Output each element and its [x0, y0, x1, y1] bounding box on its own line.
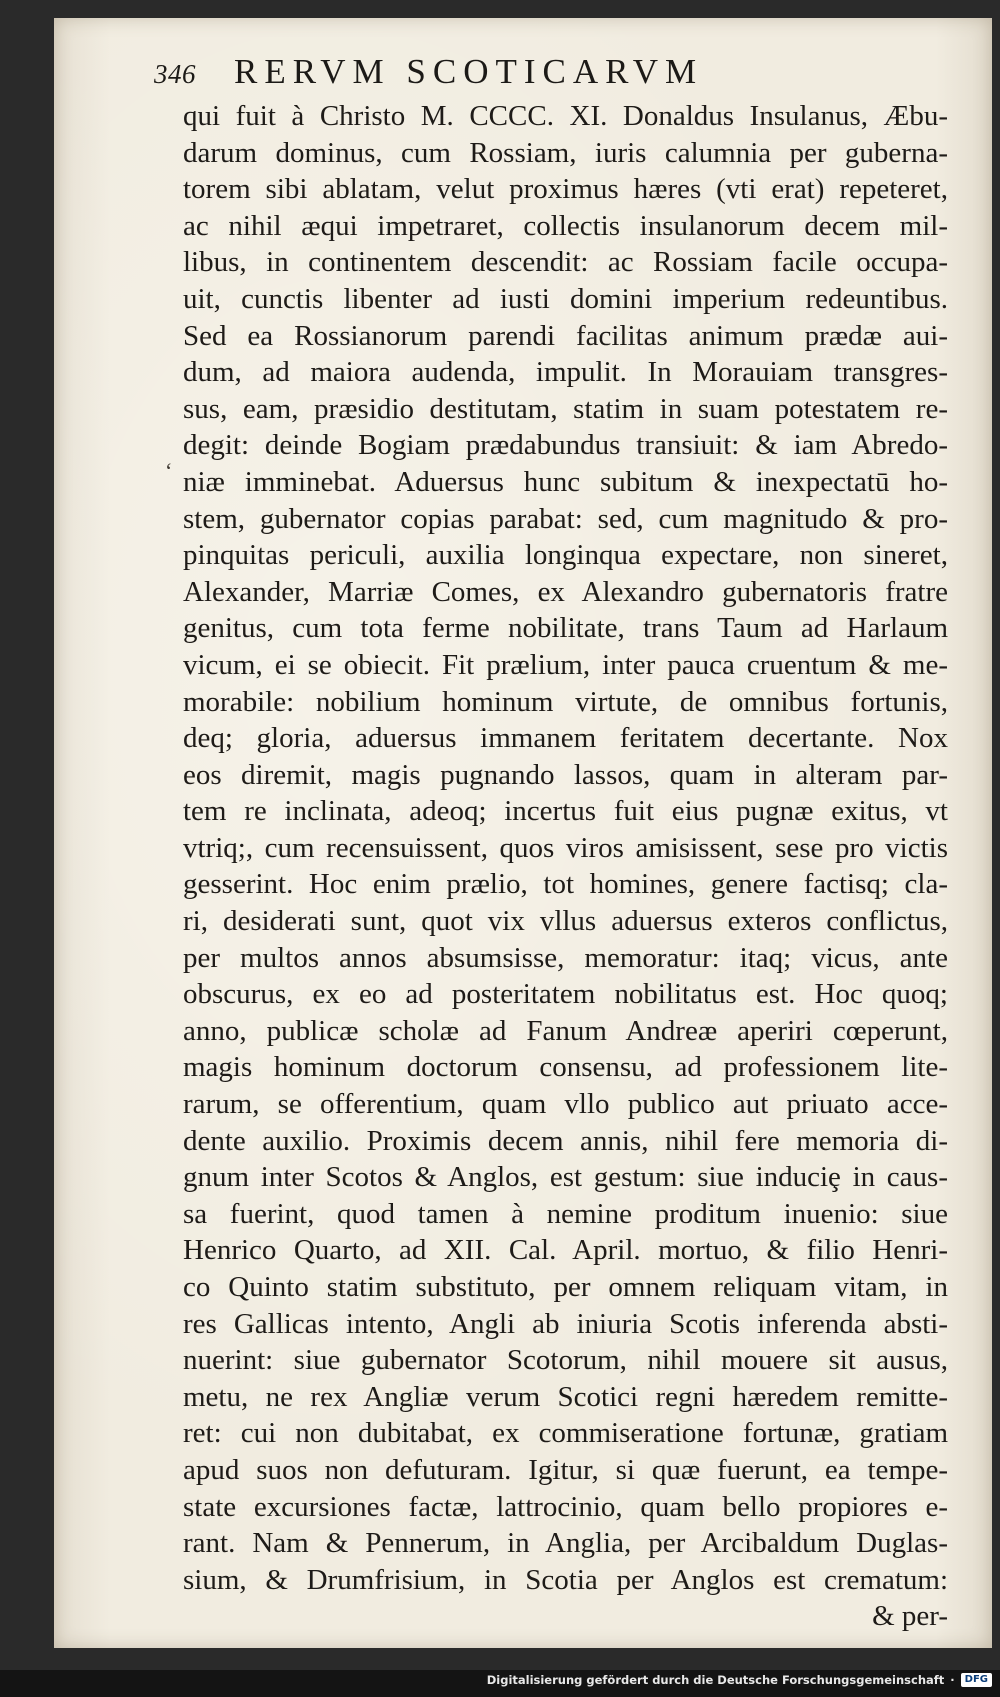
text-line: libus, in continentem descendit: ac Rossiam facile occupa- [183, 246, 948, 279]
text-line: Henrico Quarto, ad XII. Cal. April. mortuo, & filio Henri- [183, 1234, 948, 1267]
text-line: dente auxilio. Proximis decem annis, nihil fere memoria di- [183, 1124, 948, 1157]
text-line: uit, cunctis libenter ad iusti domini imperium redeuntibus. [183, 282, 948, 315]
text-line: anno, publicæ scholæ ad Fanum Andreæ aperiri cœperunt, [183, 1014, 948, 1047]
credit-separator: · [950, 1673, 955, 1687]
text-line: torem sibi ablatam, velut proximus hæres (vti erat) repeteret, [183, 173, 948, 206]
text-line: eos diremit, magis pugnando lassos, quam in alteram par- [183, 758, 948, 791]
text-line: niæ imminebat. Aduersus hunc subitum & inexpectatū ho- [183, 465, 948, 498]
text-line: res Gallicas intento, Angli ab iniuria Scotis inferenda absti- [183, 1307, 948, 1340]
text-line: darum dominus, cum Rossiam, iuris calumnia per guberna- [183, 136, 948, 169]
text-line: Alexander, Marriæ Comes, ex Alexandro gubernatoris fratre [183, 575, 948, 608]
text-line: gnum inter Scotos & Anglos, est gestum: siue induciȩ in caus- [183, 1161, 948, 1194]
text-line: degit: deinde Bogiam prædabundus transiuit: & iam Abredo- [183, 429, 948, 462]
text-line: stem, gubernator copias parabat: sed, cum magnitudo & pro- [183, 502, 948, 535]
text-line: ac nihil æqui impetraret, collectis insulanorum decem mil- [183, 209, 948, 242]
running-title: RERVM SCOTICARVM [234, 52, 704, 91]
text-line: ret: cui non dubitabat, ex commiseratione fortunæ, gratiam [183, 1417, 948, 1450]
text-line: state excursiones factæ, lattrocinio, quam bello propiores e- [183, 1490, 948, 1523]
text-line: deq; gloria, aduersus immanem feritatem decertante. Nox [183, 722, 948, 755]
text-line: pinquitas periculi, auxilia longinqua expectare, non sineret, [183, 539, 948, 572]
text-line: sium, & Drumfrisium, in Scotia per Anglos est crematum: [183, 1563, 948, 1596]
text-line: vtriq;, cum recensuissent, quos viros amisissent, sese pro victis [183, 831, 948, 864]
credit-text: Digitalisierung gefördert durch die Deutsche Forschungsgemeinschaft [486, 1673, 945, 1687]
text-line: nuerint: siue gubernator Scotorum, nihil mouere sit ausus, [183, 1344, 948, 1377]
text-line: magis hominum doctorum consensu, ad professionem lite- [183, 1051, 948, 1084]
text-line: vicum, ei se obiecit. Fit prælium, inter pauca cruentum & me- [183, 648, 948, 681]
text-line: apud suos non defuturam. Igitur, si quæ fuerunt, ea tempe- [183, 1453, 948, 1486]
text-line: rarum, se offerentium, quam vllo publico aut priuato acce- [183, 1088, 948, 1121]
text-line: sa fuerint, quod tamen à nemine proditum inuenio: siue [183, 1197, 948, 1230]
text-line: qui fuit à Christo M. CCCC. XI. Donaldus Insulanus, Æbu- [183, 100, 948, 132]
text-line: Sed ea Rossianorum parendi facilitas animum prædæ aui- [183, 319, 948, 352]
text-line: dum, ad maiora audenda, impulit. In Morauiam transgres- [183, 356, 948, 389]
text-line: gesserint. Hoc enim prælio, tot homines, genere factisq; cla- [183, 868, 948, 901]
catchword: & per- [872, 1600, 948, 1633]
dfg-logo-icon: DFG [961, 1673, 992, 1687]
text-line: genitus, cum tota ferme nobilitate, trans Taum ad Harlaum [183, 612, 948, 645]
text-line: per multos annos absumsisse, memoratur: itaq; vicus, ante [183, 941, 948, 974]
digitization-credit [487, 1671, 992, 1689]
text-line: morabile: nobilium hominum virtute, de omnibus fortunis, [183, 685, 948, 718]
page-number: 346 [154, 59, 196, 89]
text-line: obscurus, ex eo ad posteritatem nobilitatus est. Hoc quoq; [183, 978, 948, 1011]
body-text [183, 98, 948, 1635]
running-head [154, 52, 834, 96]
margin-mark: ‘ [165, 458, 173, 483]
text-line: tem re inclinata, adeoq; incertus fuit eius pugnæ exitus, vt [183, 795, 948, 828]
text-line: rant. Nam & Pennerum, in Anglia, per Arcibaldum Duglas- [183, 1527, 948, 1560]
text-line: sus, eam, præsidio destitutam, statim in suam potestatem re- [183, 392, 948, 425]
text-line: ri, desiderati sunt, quot vix vllus aduersus exteros conflictus, [183, 905, 948, 938]
text-line: co Quinto statim substituto, per omnem reliquam vitam, in [183, 1271, 948, 1303]
text-line: metu, ne rex Angliæ verum Scotici regni hæredem remitte- [183, 1380, 948, 1413]
